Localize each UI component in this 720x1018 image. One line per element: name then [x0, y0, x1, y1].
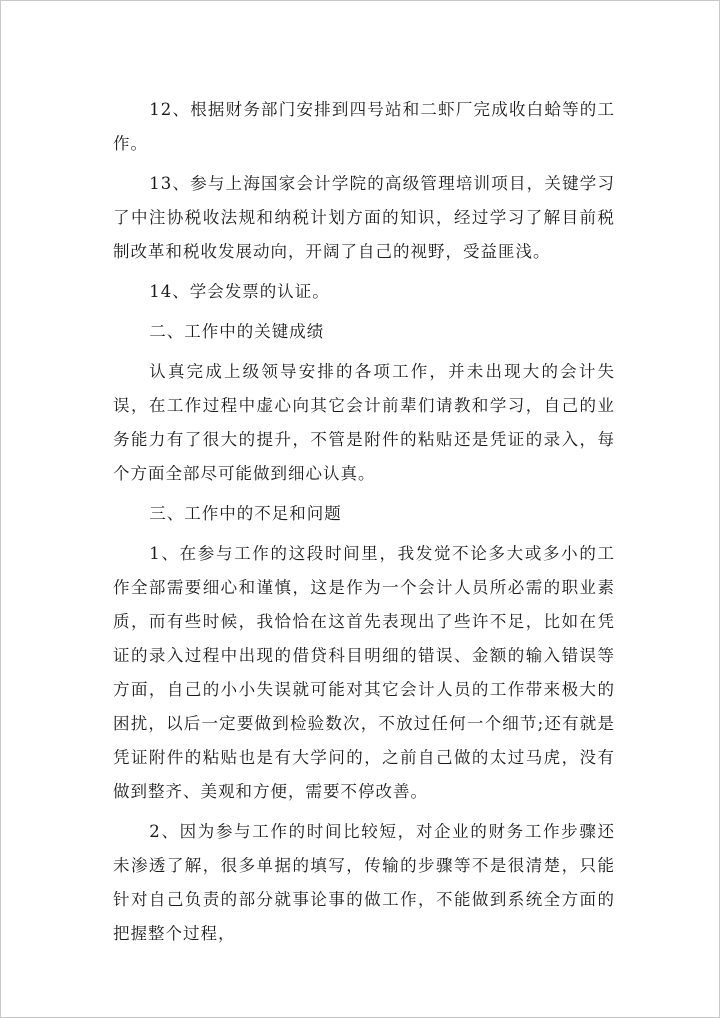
- document-body: [113, 93, 615, 951]
- paragraph-item-13: 13、参与上海国家会计学院的高级管理培训项目，关键学习了中注协税收法规和纳税计划方面的知识，经过学习了解目前税制改革和税收发展动向，开阔了自己的视野，受益匪浅。: [113, 174, 615, 261]
- paragraph-shortcoming-1: 1、在参与工作的这段时间里，我发觉不论多大或多小的工作全部需要细心和谨慎，这是作为一个会计人员所必需的职业素质，而有些时候，我恰恰在这首先表现出了些许不足，比如在凭证的录入过程中出现的借贷科目明细的错误、金额的输入错误等方面，自己的小小失误就可能对其它会计人员的工作带来极大的困扰，以后一定要做到检验数次，不放过任何一个细节;还有就是凭证附件的粘贴也是有大学问的，之前自己做的太过马虎，没有做到整齐、美观和方便，需要不停改善。: [113, 544, 615, 801]
- paragraph-achievements: 认真完成上级领导安排的各项工作，并未出现大的会计失误，在工作过程中虚心向其它会计前辈们请教和学习，自己的业务能力有了很大的提升，不管是附件的粘贴还是凭证的录入，每个方面全部尽可能做到细心认真。: [113, 362, 615, 483]
- paragraph-item-14: 14、学会发票的认证。: [149, 282, 330, 301]
- paragraph-shortcoming-2: 2、因为参与工作的时间比较短，对企业的财务工作步骤还未渗透了解，很多单据的填写，传输的步骤等不是很清楚，只能针对自己负责的部分就事论事的做工作，不能做到系统全方面的把握整个过程，: [113, 822, 615, 943]
- paragraph-item-12: 12、根据财务部门安排到四号站和二虾厂完成收白蛤等的工作。: [113, 100, 615, 153]
- section-heading-shortcomings: 三、工作中的不足和问题: [149, 504, 342, 523]
- section-heading-key-achievements: 二、工作中的关键成绩: [149, 322, 325, 341]
